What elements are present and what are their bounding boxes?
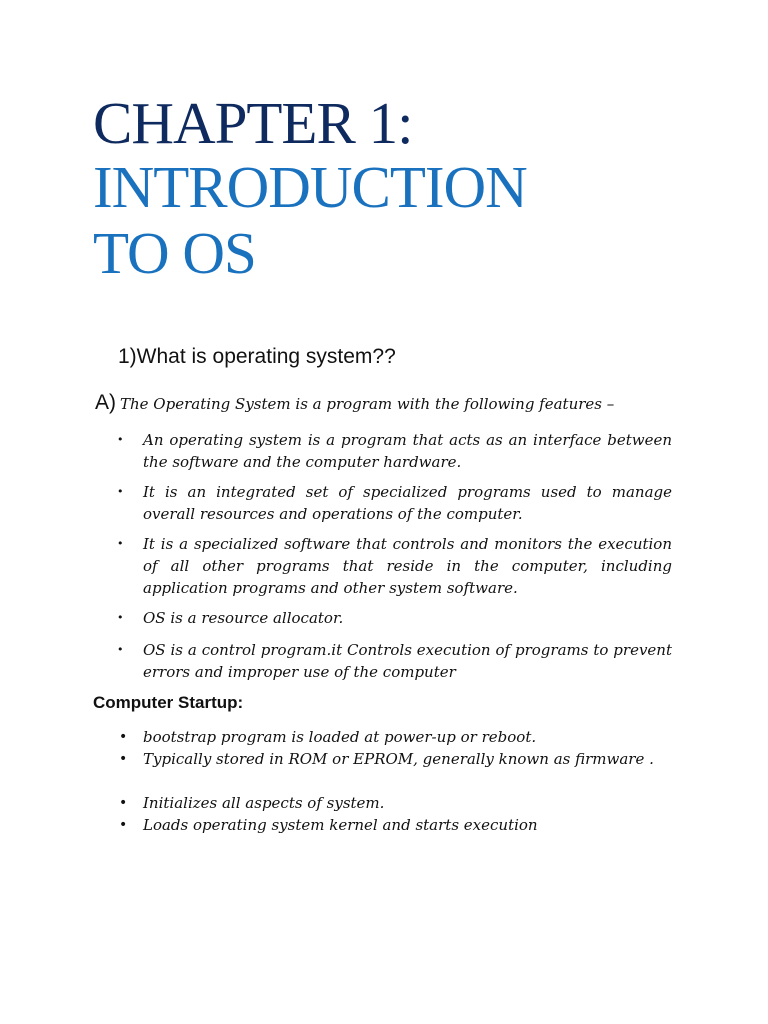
startup-text: Loads operating system kernel and starts execution bbox=[143, 816, 538, 834]
bullet-glyph: • bbox=[119, 729, 128, 745]
bullet-glyph: • bbox=[119, 817, 128, 833]
feature-text: OS is a resource allocator. bbox=[143, 609, 344, 627]
chapter-title-number: CHAPTER 1: bbox=[93, 90, 413, 156]
startup-text: Initializes all aspects of system. bbox=[143, 794, 385, 812]
feature-text: It is a specialized software that controls and monitors the execution of all other programs that reside in the computer, including application programs and other system software. bbox=[143, 535, 672, 597]
feature-text: OS is a control program.it Controls execution of programs to prevent errors and improper use of the computer bbox=[143, 641, 672, 681]
section-heading-computer-startup: Computer Startup: bbox=[93, 693, 244, 712]
answer-intro-text: The Operating System is a program with the following features – bbox=[120, 395, 615, 413]
bullet-glyph: • bbox=[117, 485, 124, 498]
bullet-glyph: • bbox=[119, 751, 128, 767]
chapter-title-line-2: INTRODUCTION bbox=[93, 154, 527, 220]
bullet-glyph: • bbox=[117, 433, 124, 446]
feature-text: An operating system is a program that acts as an interface between the software and the computer hardware. bbox=[143, 431, 672, 471]
bullet-glyph: • bbox=[119, 795, 128, 811]
question-heading: 1)What is operating system?? bbox=[118, 345, 396, 368]
bullet-glyph: • bbox=[117, 643, 124, 656]
startup-text: Typically stored in ROM or EPROM, generally known as firmware . bbox=[143, 750, 654, 768]
chapter-title-line-3: TO OS bbox=[93, 220, 256, 286]
bullet-glyph: • bbox=[117, 537, 124, 550]
feature-text: It is an integrated set of specialized programs used to manage overall resources and operations of the computer. bbox=[143, 483, 672, 523]
startup-text: bootstrap program is loaded at power-up or reboot. bbox=[143, 728, 537, 746]
answer-marker: A) bbox=[95, 391, 116, 414]
bullet-glyph: • bbox=[117, 611, 124, 624]
answer-intro bbox=[95, 391, 614, 415]
